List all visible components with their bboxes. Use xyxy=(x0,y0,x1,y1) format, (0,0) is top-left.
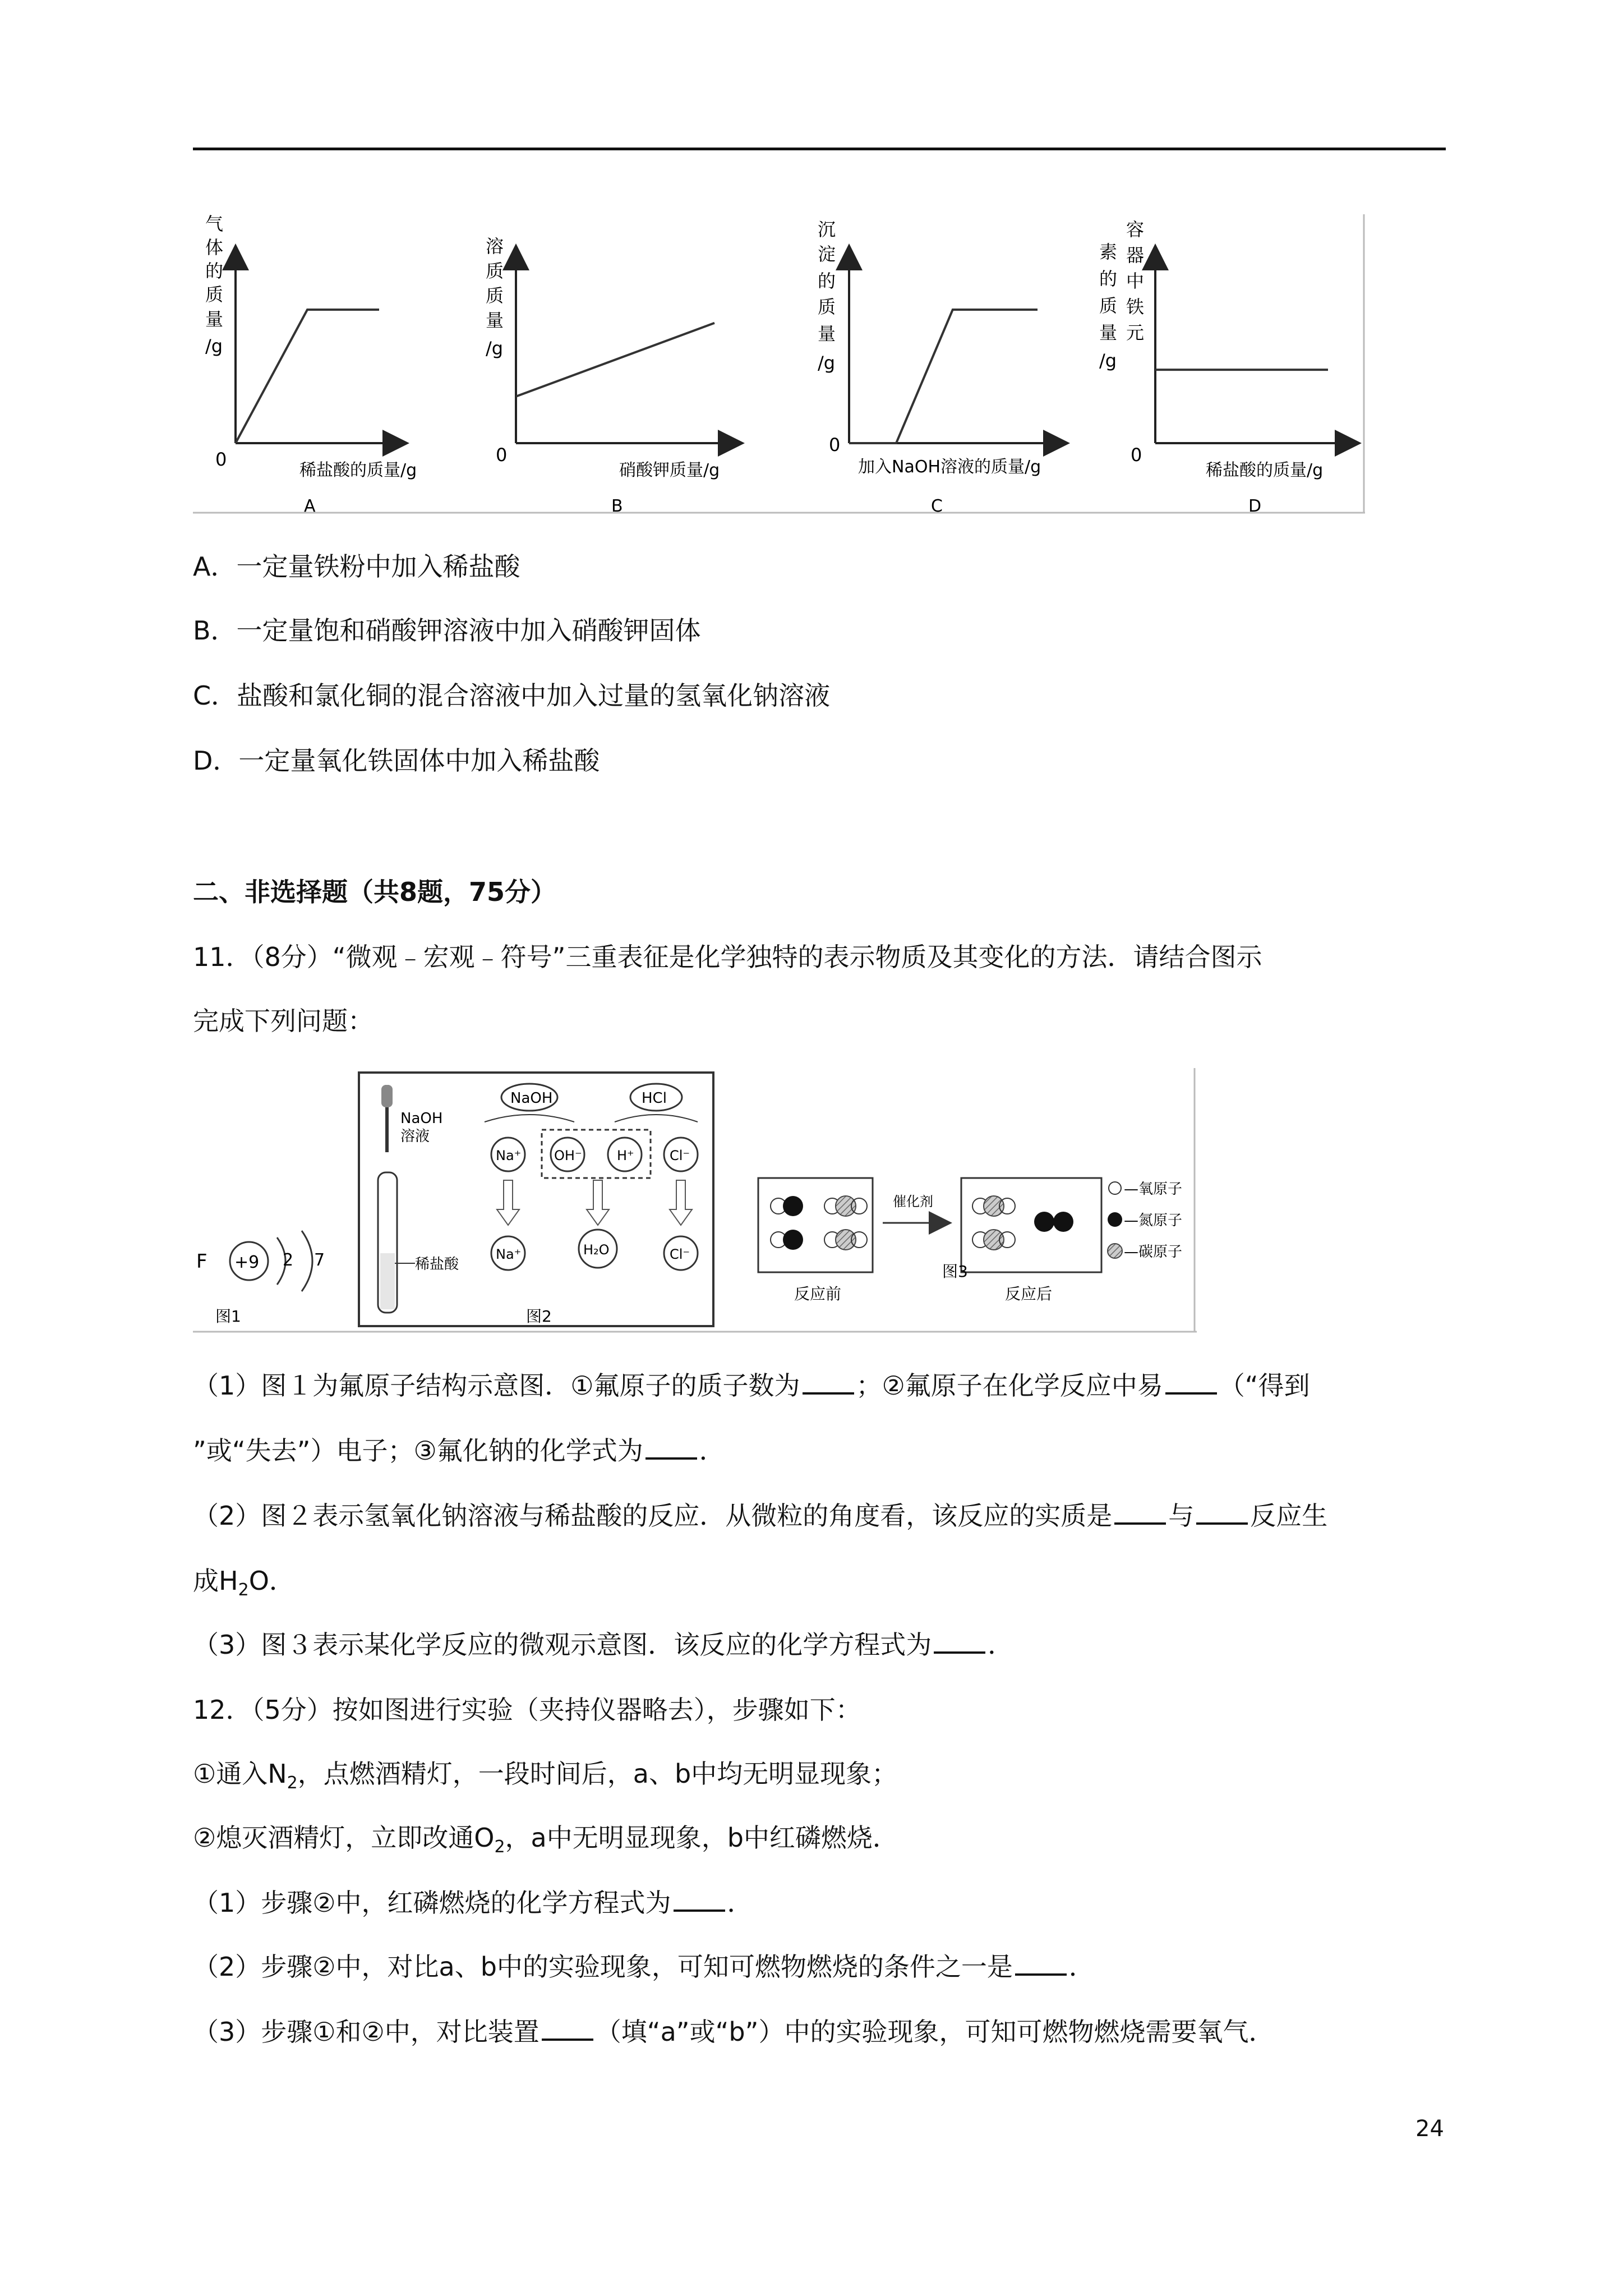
q11-part1-line1: （1）图１为氟原子结构示意图．①氟原子的质子数为 ；②氟原子在化学反应中易 （“得到 xyxy=(193,1370,1310,1401)
answer-blank[interactable] xyxy=(645,1435,697,1460)
graph-c-xlabel: 加入NaOH溶液的质量/g xyxy=(858,457,1041,477)
graph-b-ylabel-char: 质 xyxy=(486,260,504,282)
fig2-ion-h-label: H⁺ xyxy=(617,1148,634,1163)
answer-blank[interactable] xyxy=(1165,1370,1217,1395)
graph-a-ylabel-char: 体 xyxy=(205,237,224,258)
page-number: 24 xyxy=(1415,2116,1444,2142)
graph-c-ylabel-char: 淀 xyxy=(818,243,836,265)
graph-a-xlabel: 稀盐酸的质量/g xyxy=(299,461,417,480)
graph-c-ylabel-char: 沉 xyxy=(818,219,836,240)
q11-figure-svg xyxy=(193,1068,1197,1335)
graph-a-caption: A xyxy=(304,496,316,516)
option-c: C．盐酸和氯化铜的混合溶液中加入过量的氢氧化钠溶液 xyxy=(193,680,831,711)
option-a: A．一定量铁粉中加入稀盐酸 xyxy=(193,551,520,582)
graph-b-xlabel: 硝酸钾质量/g xyxy=(619,461,720,480)
fig2-naoh: NaOH xyxy=(510,1090,553,1107)
graphs-svg xyxy=(193,214,1365,519)
legend-carbon-swatch xyxy=(1108,1244,1122,1258)
fig2-ion-cl-label: Cl⁻ xyxy=(670,1148,690,1163)
graph-d-xlabel: 稀盐酸的质量/g xyxy=(1206,461,1324,480)
fig2-dropper-bulb xyxy=(381,1085,393,1107)
graph-b-ylabel-unit: /g xyxy=(486,338,504,359)
fig3-after-box xyxy=(961,1178,1101,1272)
fig1-symbol: F xyxy=(196,1250,208,1273)
graph-b-ylabel-char: 质 xyxy=(486,285,504,306)
graph-c-origin: 0 xyxy=(829,434,841,455)
fig2-product-cl-label: Cl⁻ xyxy=(670,1246,690,1262)
graph-b xyxy=(486,236,740,516)
q12-part1: （1）步骤②中，红磷燃烧的化学方程式为 ． xyxy=(193,1888,753,1918)
answer-blank[interactable] xyxy=(1015,1951,1067,1976)
answer-blank[interactable] xyxy=(1114,1500,1166,1525)
fig2-arrow-na xyxy=(497,1180,519,1225)
graph-a-ylabel-char: 质 xyxy=(205,284,224,305)
fig3-reaction xyxy=(758,1178,1182,1303)
answer-blank[interactable] xyxy=(934,1629,985,1654)
graph-d-ylabel-unit: /g xyxy=(1099,350,1117,371)
fig2-tube-liquid xyxy=(380,1253,395,1309)
fig1-caption: 图1 xyxy=(215,1307,241,1326)
fig2-hcl: HCl xyxy=(642,1090,667,1107)
option-d: D．一定量氧化铁固体中加入稀盐酸 xyxy=(193,746,600,776)
graph-b-line xyxy=(516,323,714,397)
legend-nitrogen: —氮原子 xyxy=(1124,1212,1183,1229)
graph-a-ylabel-char: 气 xyxy=(205,214,224,234)
legend-oxygen-swatch xyxy=(1109,1182,1121,1194)
fig3-catalyst: 催化剂 xyxy=(893,1194,933,1209)
graph-a-ylabel-char: 的 xyxy=(205,260,224,282)
graph-d-ylabel-char: 中 xyxy=(1126,270,1145,292)
q12-step1: ①通入$N_2$，点燃酒精灯，一段时间后，a、b中均无明显现象； xyxy=(193,1759,898,1793)
fig2-dropper-label2: 溶液 xyxy=(400,1128,430,1145)
q11-figure xyxy=(193,1068,1197,1335)
q12-part3: （3）步骤①和②中，对比装置 （填“a”或“b”）中的实验现象，可知可燃物燃烧需要氧气． xyxy=(193,2017,1275,2047)
graph-b-caption: B xyxy=(611,496,623,516)
section-heading: 二、非选择题（共8题，75分） xyxy=(193,877,557,907)
graph-a xyxy=(205,214,417,516)
graph-d-ylabel-char: 素 xyxy=(1099,241,1118,263)
header-rule xyxy=(193,148,1446,150)
fig3-before-box xyxy=(758,1178,873,1272)
legend-carbon: —碳原子 xyxy=(1124,1244,1183,1260)
graph-d-origin: 0 xyxy=(1131,444,1142,466)
fig1-shell-outer xyxy=(302,1231,312,1291)
fig2-brace-left xyxy=(485,1115,574,1122)
answer-blank[interactable] xyxy=(542,2016,593,2041)
graph-a-line xyxy=(236,310,379,443)
answer-blank[interactable] xyxy=(1196,1500,1248,1525)
graph-c-ylabel-char: 质 xyxy=(818,296,836,318)
fig2-product-h2o-label: H₂O xyxy=(583,1242,610,1258)
q12-title: 12．（5分）按如图进行实验（夹持仪器略去），步骤如下： xyxy=(193,1695,861,1725)
q12-step2: ②熄灭酒精灯，立即改通$O_2$，a中无明显现象，b中红磷燃烧． xyxy=(193,1823,898,1857)
answer-blank[interactable] xyxy=(803,1370,854,1395)
graph-a-ylabel-char: 量 xyxy=(205,309,224,330)
fig2-neutralization xyxy=(359,1073,713,1326)
q11-part2-line1: （2）图２表示氢氧化钠溶液与稀盐酸的反应．从微粒的角度看，该反应的实质是 与 反应生 xyxy=(193,1501,1328,1531)
graph-d-ylabel-char: 的 xyxy=(1099,268,1118,289)
fig2-arrow-h2o xyxy=(587,1180,609,1225)
legend-oxygen: —氧原子 xyxy=(1124,1181,1183,1198)
q11-stem-line1: 11．（8分）“微观﹣宏观﹣符号”三重表征是化学独特的表示物质及其变化的方法．请结合图示 xyxy=(193,942,1262,972)
graph-a-ylabel-unit: /g xyxy=(205,335,223,357)
fig2-brace-right xyxy=(615,1115,698,1122)
graph-d-ylabel-char: 元 xyxy=(1126,322,1145,343)
graph-c-ylabel-char: 的 xyxy=(818,270,836,292)
fig2-caption: 图2 xyxy=(526,1307,552,1326)
answer-blank[interactable] xyxy=(674,1887,725,1912)
fig2-ion-na-label: Na⁺ xyxy=(496,1148,522,1163)
graph-b-ylabel-char: 量 xyxy=(486,310,504,331)
fig2-product-na-label: Na⁺ xyxy=(496,1246,522,1262)
fig1-shell2-count: 7 xyxy=(314,1250,325,1270)
graph-d-ylabel-char: 器 xyxy=(1126,245,1145,266)
graph-c-ylabel-char: 量 xyxy=(818,323,836,344)
fig3-caption: 图3 xyxy=(942,1262,968,1281)
option-b: B．一定量饱和硝酸钾溶液中加入硝酸钾固体 xyxy=(193,615,701,646)
graph-d-ylabel-char: 铁 xyxy=(1126,296,1145,318)
fig2-dropper-label1: NaOH xyxy=(400,1110,443,1127)
graph-d-ylabel-char: 容 xyxy=(1126,219,1145,240)
fig3-before-label: 反应前 xyxy=(794,1285,842,1303)
fig1-nucleus-label: +9 xyxy=(234,1253,260,1272)
fig2-arrow-cl xyxy=(670,1180,692,1225)
fig1-shell1-count: 2 xyxy=(283,1250,294,1270)
graph-a-origin: 0 xyxy=(215,449,227,470)
graph-b-ylabel-char: 溶 xyxy=(486,236,504,257)
graph-d-ylabel-char: 质 xyxy=(1099,295,1118,316)
q11-part3: （3）图３表示某化学反应的微观示意图．该反应的化学方程式为 ． xyxy=(193,1630,1014,1660)
graph-b-origin: 0 xyxy=(496,444,508,466)
fig2-ion-oh-label: OH⁻ xyxy=(554,1148,582,1163)
graphs-figure xyxy=(193,214,1365,519)
legend-nitrogen-swatch xyxy=(1108,1212,1122,1227)
q11-part1-line2: ”或“失去”）电子；③氟化钠的化学式为 ． xyxy=(193,1435,725,1466)
graph-d xyxy=(1099,219,1357,516)
fig3-after-label: 反应后 xyxy=(1005,1285,1053,1303)
graph-c-ylabel-unit: /g xyxy=(818,352,836,374)
fig1-fluorine-atom xyxy=(196,1231,325,1326)
q11-part2-line2: 成$H_2O$． xyxy=(193,1566,295,1600)
graph-c-caption: C xyxy=(931,496,943,516)
graph-c-line xyxy=(849,310,1038,443)
graph-d-ylabel-char: 量 xyxy=(1099,322,1118,343)
fig2-tube-label: 稀盐酸 xyxy=(415,1256,459,1273)
graph-c xyxy=(818,219,1066,516)
graph-d-caption: D xyxy=(1248,496,1262,516)
q11-stem-line2: 完成下列问题： xyxy=(193,1006,374,1036)
q12-part2: （2）步骤②中，对比a、b中的实验现象，可知可燃物燃烧的条件之一是 ． xyxy=(193,1952,1095,1982)
